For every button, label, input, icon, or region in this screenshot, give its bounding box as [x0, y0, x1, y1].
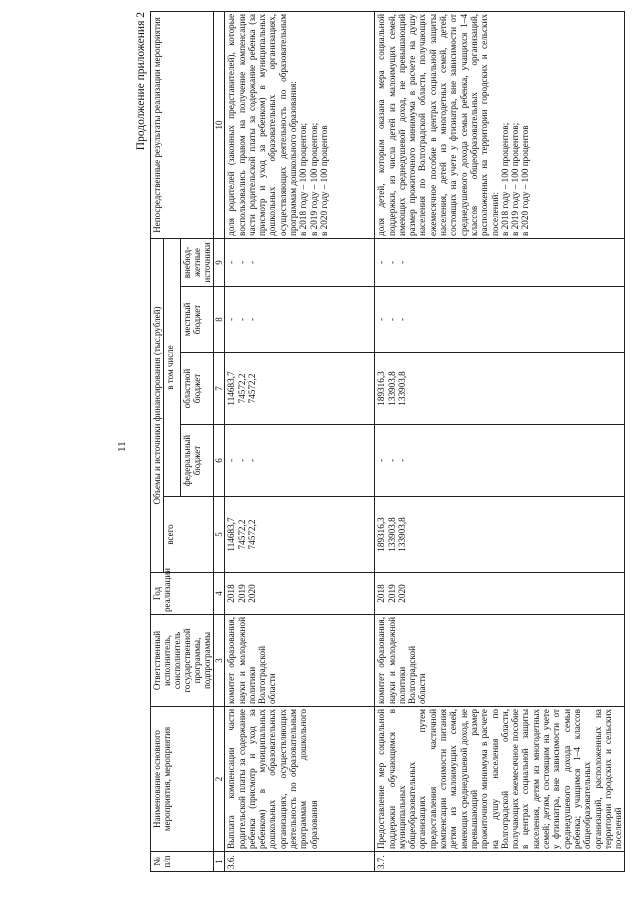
- amount-value: -: [396, 458, 407, 463]
- total-amount: [375, 497, 625, 573]
- amount-value: 189316,3: [376, 371, 387, 406]
- row-number: 3.6.: [225, 852, 375, 872]
- total-amount: [225, 497, 375, 573]
- amount-value: -: [376, 317, 387, 322]
- amount-value: -: [226, 317, 237, 322]
- col-index: 8: [214, 287, 225, 353]
- amount-value: -: [386, 317, 397, 322]
- amount-value: -: [246, 260, 257, 265]
- amount-value: 74572,2: [246, 373, 257, 404]
- result-item: в 2019 году – 100 процентов;: [510, 122, 521, 236]
- amount-value: -: [236, 260, 247, 265]
- amount-value: 114683,7: [226, 517, 237, 552]
- amount-value: -: [236, 458, 247, 463]
- year-value: 2018: [226, 584, 237, 603]
- amount-value: 133903,8: [396, 371, 407, 406]
- row-number: 3.7.: [375, 852, 625, 872]
- amount-value: -: [236, 317, 247, 322]
- header-name: Наименование основного мероприятия, мероприятия: [151, 707, 214, 852]
- amount-value: -: [386, 260, 397, 265]
- table-row: [375, 11, 625, 871]
- amount-value: 189316,3: [376, 517, 387, 552]
- regional-amount: [225, 353, 375, 425]
- federal-amount: [225, 425, 375, 497]
- amount-value: -: [396, 317, 407, 322]
- result-cell: [375, 11, 625, 238]
- years: [375, 573, 625, 615]
- col-index: 5: [214, 497, 225, 573]
- years: [225, 573, 375, 615]
- header-extrabudget: внебюд-жетные источники: [181, 238, 214, 286]
- result-item: в 2020 году – 100 процентов: [520, 125, 531, 236]
- amount-value: -: [226, 458, 237, 463]
- amount-value: -: [376, 458, 387, 463]
- col-index: 6: [214, 425, 225, 497]
- amount-value: 114683,7: [226, 371, 237, 406]
- year-value: 2019: [386, 584, 397, 603]
- amount-value: 133903,8: [386, 517, 397, 552]
- regional-amount: [375, 353, 625, 425]
- col-index: 1: [214, 852, 225, 872]
- executor: комитет образования, науки и молодежной политики Волгоградской области: [225, 615, 375, 707]
- header-year: Год реализации: [151, 573, 214, 615]
- amount-value: -: [376, 260, 387, 265]
- local-amount: [375, 287, 625, 353]
- amount-value: 74572,2: [236, 519, 247, 550]
- amount-value: 133903,8: [386, 371, 397, 406]
- measure-name: Предоставление мер социальной поддержки обучающимся в муниципальных общеобразовательных организациях путем предоставления частичной компенсации стоимости питания детям из малоимущих семей, имеющих среднедушевой доход, не превышающий размер прожиточного минимума в расчете на душу населения по Волгоградской области, получающих ежемесячное пособие в центрах социальной защиты населения, детям из многодетных семей; детям, состоящим на учете у фтизиатра, вне зависимости от среднедушевого дохода семьи ребенка; учащимся 1–4 классов общеобразовательных организаций, расположенных на территории городских и сельских поселений: [375, 707, 625, 852]
- result-text: доля родителей (законных представителей), которые воспользовались правом на получение компенсации части родительской платы за содержание ребенка (за присмотр и уход за ребенком) в муниципальных дошкольных образовательных организациях, осуществляющих деятельность по образовательным программам дошкольного образования:: [226, 13, 299, 236]
- executor: комитет образования, науки и молодежной политики Волгоградской области: [375, 615, 625, 707]
- year-value: 2020: [396, 584, 407, 603]
- program-table: [150, 11, 625, 872]
- header-total: всего: [164, 497, 214, 573]
- amount-value: 74572,2: [246, 519, 257, 550]
- header-executor: Ответственный исполнитель, соисполнитель государственной программы, подпрограммы: [151, 615, 214, 707]
- amount-value: -: [246, 317, 257, 322]
- amount-value: -: [396, 260, 407, 265]
- header-regional: областной бюджет: [181, 353, 214, 425]
- result-item: в 2020 году – 100 процентов: [318, 125, 329, 236]
- amount-value: -: [246, 458, 257, 463]
- header-federal: федеральный бюджет: [181, 425, 214, 497]
- extrabudget-amount: [375, 238, 625, 286]
- col-index: 7: [214, 353, 225, 425]
- extrabudget-amount: [225, 238, 375, 286]
- measure-name: Выплата компенсации части родительской платы за содержание ребенка (присмотр и уход за ребенком) в муниципальных дошкольных образовательных организациях, осуществляющих деятельность по образовательным программам дошкольного образования: [225, 707, 375, 852]
- header-result: Непосредственные результаты реализации мероприятия: [151, 11, 214, 238]
- federal-amount: [375, 425, 625, 497]
- year-value: 2020: [246, 584, 257, 603]
- amount-value: 74572,2: [236, 373, 247, 404]
- header-local: местный бюджет: [181, 287, 214, 353]
- result-item: в 2019 году – 100 процентов;: [308, 122, 319, 236]
- result-item: в 2018 году – 100 процентов;: [298, 122, 309, 236]
- table-row: [225, 11, 375, 871]
- amount-value: -: [226, 260, 237, 265]
- col-index: 10: [214, 11, 225, 238]
- continuation-title: Продолжение приложения 2: [135, 12, 147, 151]
- col-index: 3: [214, 615, 225, 707]
- result-item: в 2018 году – 100 процентов;: [499, 122, 510, 236]
- year-value: 2019: [236, 584, 247, 603]
- amount-value: -: [386, 458, 397, 463]
- year-value: 2018: [376, 584, 387, 603]
- result-cell: [225, 11, 375, 238]
- result-text: доля детей, которым оказана мера социальной поддержки, из числа детей из малоимущих семей, имеющих среднедушевой доход, не превышающий размер прожиточного минимума в расчете на душу населения по Волгоградской области, получающих ежемесячное пособие в центрах социальной защиты населения, детей из многодетных семей, детей, состоящих на учете у фтизиатра, вне зависимости от среднедушевого дохода семьи ребенка, учащихся 1–4 классов общеобразовательных организаций, расположенных на территории городских и сельских поселений:: [376, 13, 500, 236]
- page-number: 11: [116, 441, 128, 452]
- header-num: № п/п: [151, 852, 214, 872]
- header-including: в том числе: [164, 238, 181, 496]
- local-amount: [225, 287, 375, 353]
- rotated-sheet: [135, 12, 630, 872]
- col-index: 4: [214, 573, 225, 615]
- column-index-row: [214, 11, 225, 871]
- amount-value: 133903,8: [396, 517, 407, 552]
- col-index: 9: [214, 238, 225, 286]
- col-index: 2: [214, 707, 225, 852]
- header-funding: Объемы и источники финансирования (тыс.рублей): [151, 238, 164, 572]
